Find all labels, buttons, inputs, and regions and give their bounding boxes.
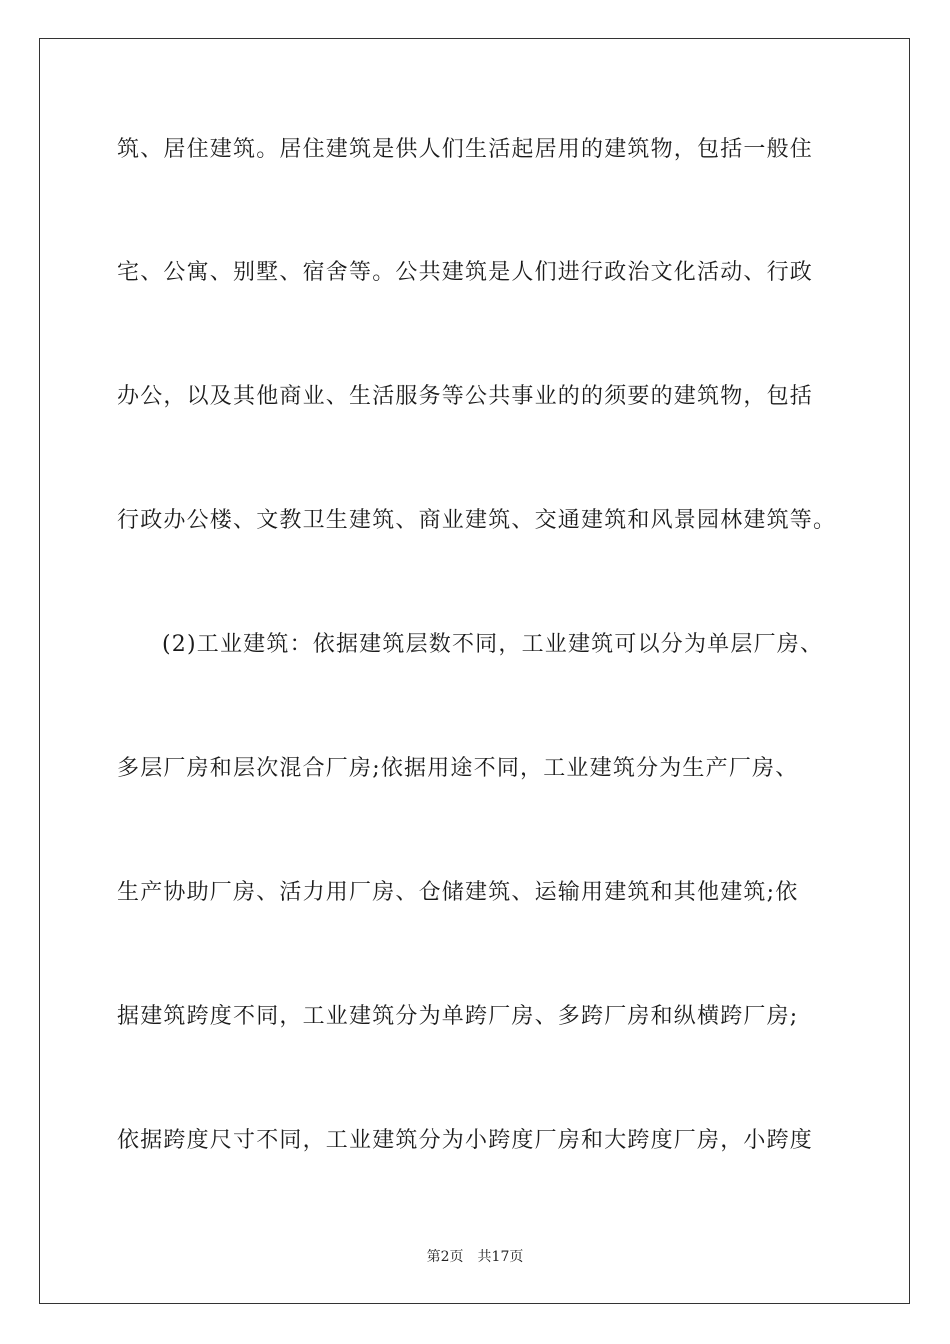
page-border xyxy=(39,38,910,1304)
page-number: 第2页 xyxy=(426,1249,464,1265)
body-text-line: (2)工业建筑：依据建筑层数不同，工业建筑可以分为单层厂房、 xyxy=(162,632,824,657)
body-text-line: 生产协助厂房、活力用厂房、仓储建筑、运输用建筑和其他建筑;依 xyxy=(117,880,799,905)
body-text-line: 据建筑跨度不同，工业建筑分为单跨厂房、多跨厂房和纵横跨厂房; xyxy=(117,1004,799,1029)
body-text-line: 宅、公寓、别墅、宿舍等。公共建筑是人们进行政治文化活动、行政 xyxy=(117,260,814,285)
body-text-line: 依据跨度尺寸不同，工业建筑分为小跨度厂房和大跨度厂房，小跨度 xyxy=(117,1128,814,1153)
body-text-line: 多层厂房和层次混合厂房;依据用途不同，工业建筑分为生产厂房、 xyxy=(117,756,799,781)
body-text-line: 行政办公楼、文教卫生建筑、商业建筑、交通建筑和风景园林建筑等。 xyxy=(117,508,837,533)
page-footer xyxy=(0,1247,950,1267)
body-text-line: 办公，以及其他商业、生活服务等公共事业的的须要的建筑物，包括 xyxy=(117,384,814,409)
body-text-line: 筑、居住建筑。居住建筑是供人们生活起居用的建筑物，包括一般住 xyxy=(117,137,814,162)
page-total: 共17页 xyxy=(477,1249,524,1265)
